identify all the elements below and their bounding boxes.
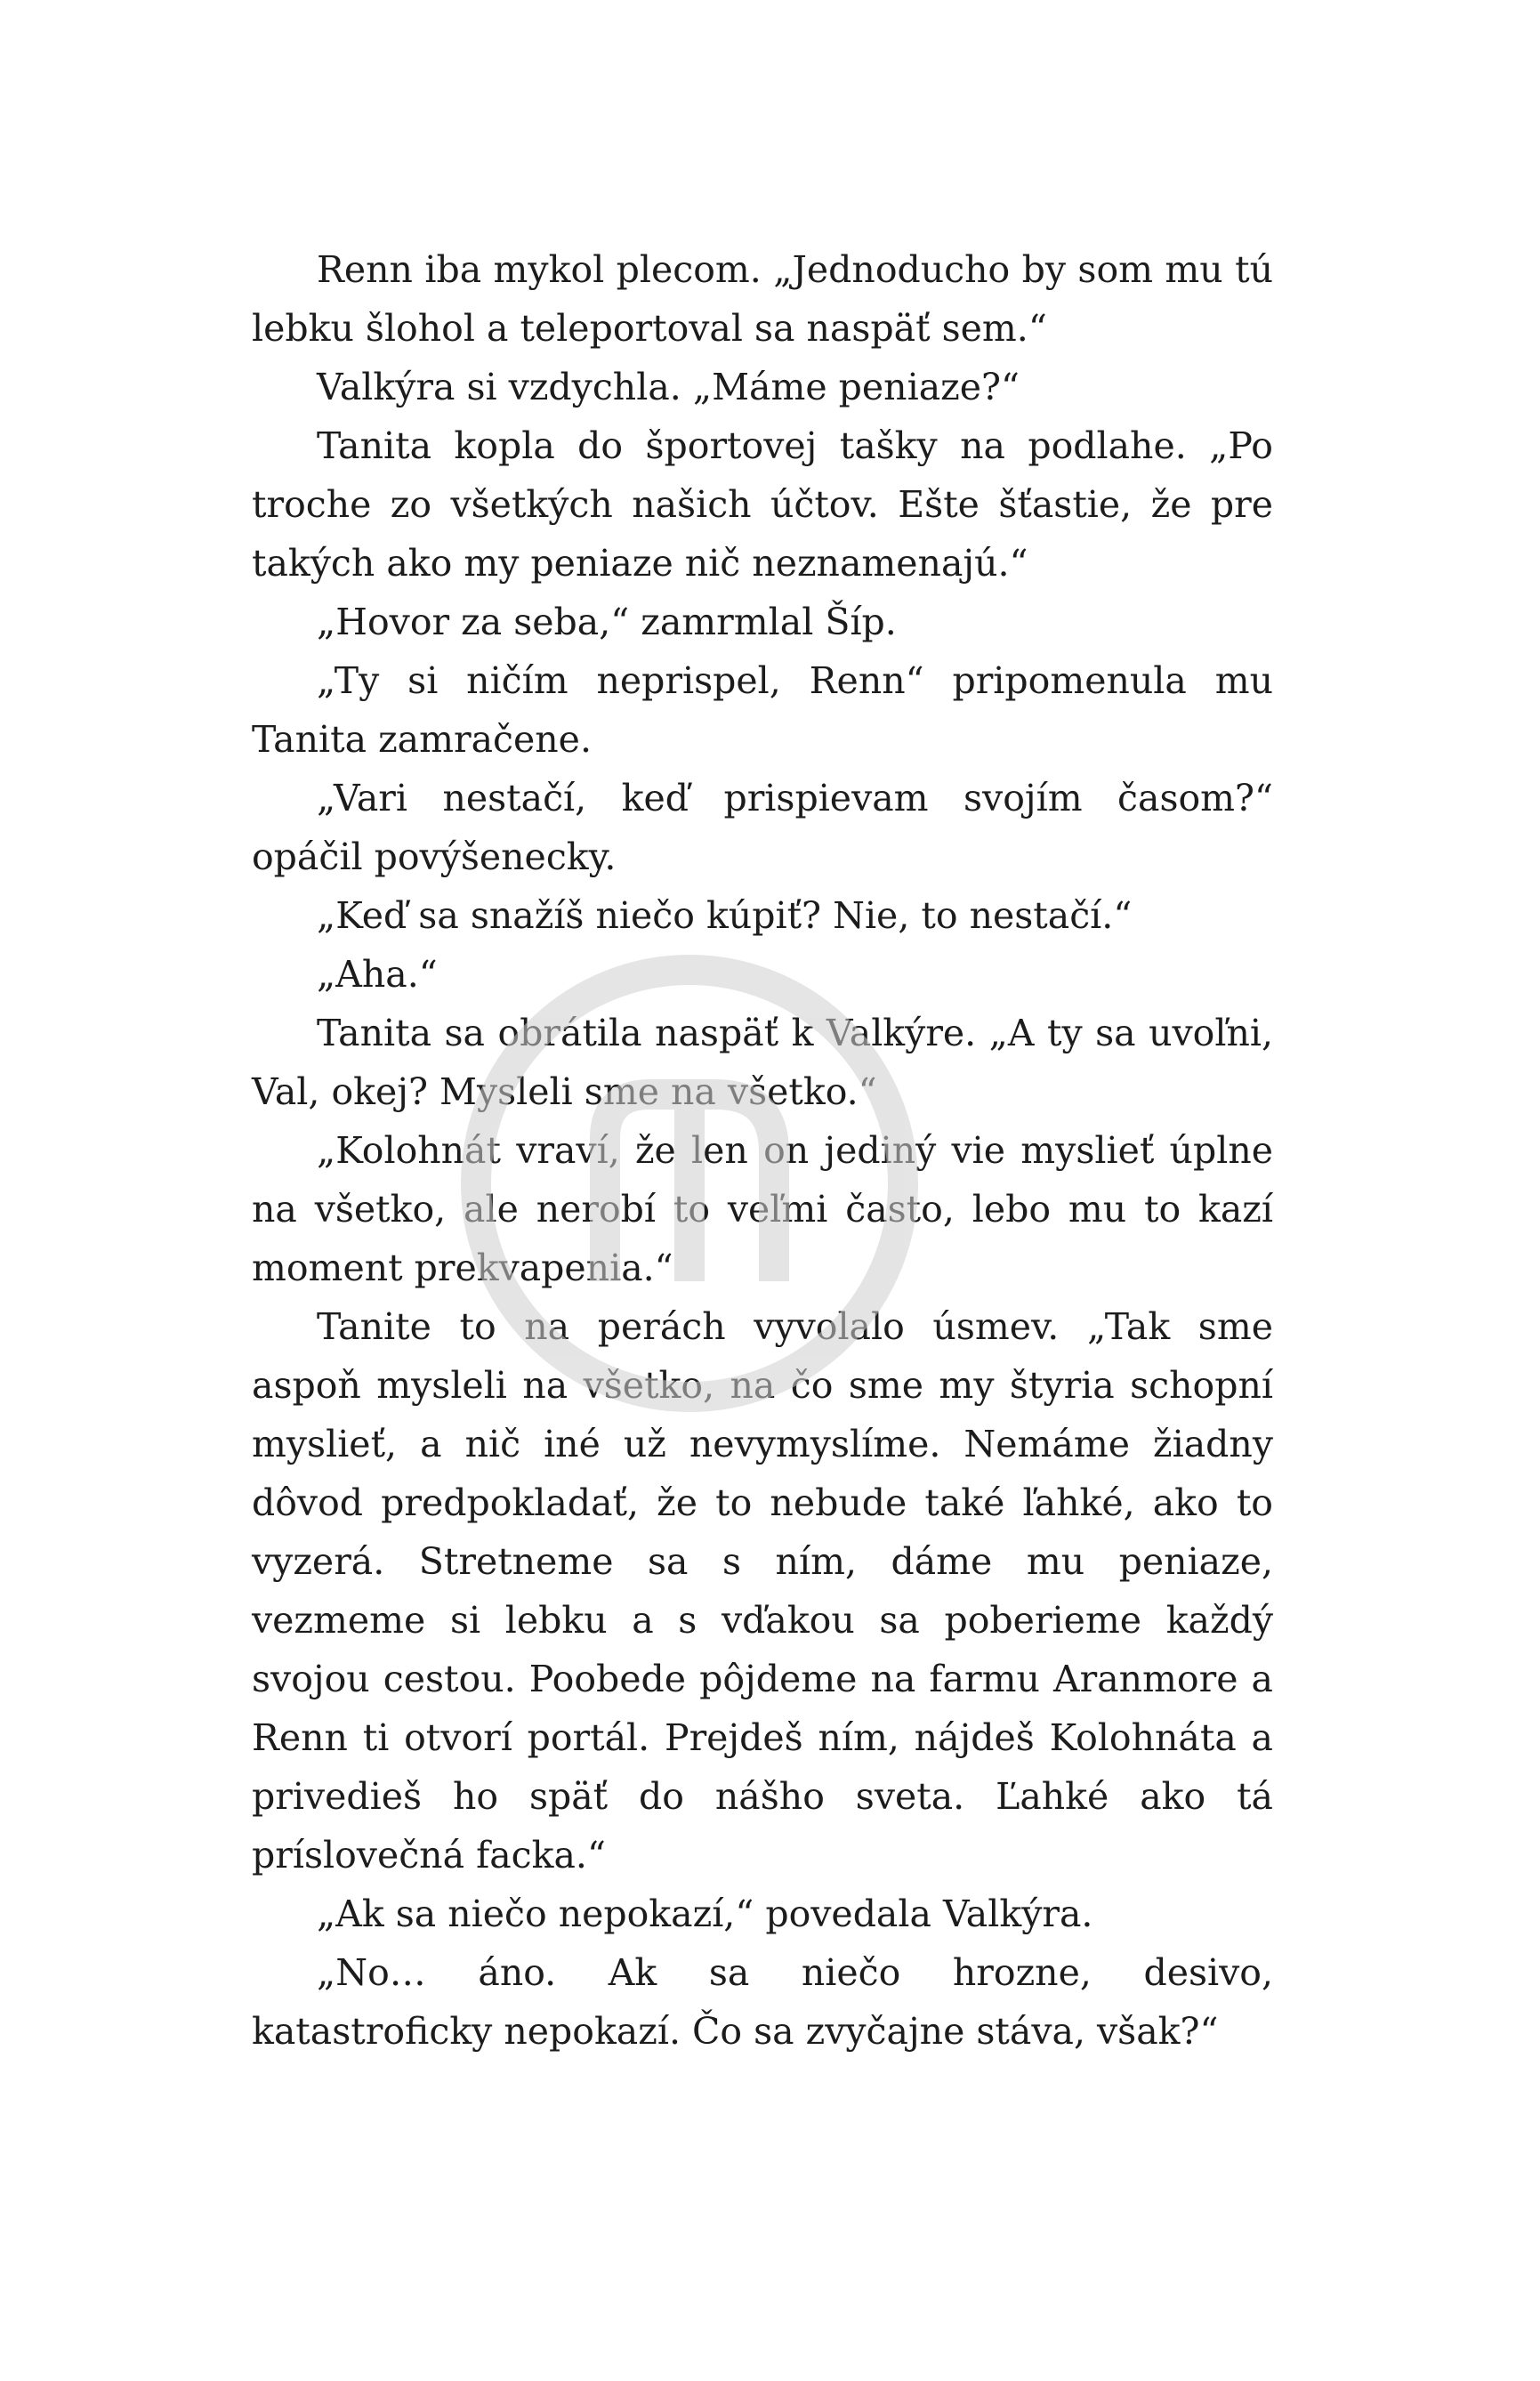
- paragraph-5: „Ty si ničím neprispel, Renn“ pripomenula mu Tanita zamračene.: [252, 659, 1273, 761]
- paragraph-2: Valkýra si vzdychla. „Máme peniaze?“: [317, 366, 1020, 408]
- paragraph-7: „Keď sa snažíš niečo kúpiť? Nie, to nestačí.“: [317, 894, 1133, 937]
- paragraph-4: „Hovor za seba,“ zamrmlal Šíp.: [317, 601, 897, 643]
- paragraph-1: Renn iba mykol plecom. „Jednoducho by som mu tú lebku šlohol a teleportoval sa naspäť sem.“: [252, 248, 1273, 350]
- paragraph-11: Tanite to na perách vyvolalo úsmev. „Tak sme aspoň mysleli na všetko, na čo sme my štyria schopní myslieť, a nič iné už nevymyslíme. Nemáme žiadny dôvod predpokladať, že to nebude také ľahké, ako to vyzerá. Stretneme sa s ním, dáme mu peniaze, vezmeme si lebku a s vďakou sa poberieme každý svojou cestou. Poobede pôjdeme na farmu Aranmore a Renn ti otvorí portál. Prejdeš ním, nájdeš Kolohnáta a privedieš ho späť do nášho sveta. Ľahké ako tá príslovečná facka.“: [252, 1305, 1273, 1877]
- paragraph-13: „No… áno. Ak sa niečo hrozne, desivo, katastroficky nepokazí. Čo sa zvyčajne stáva, však?“: [252, 1951, 1273, 2053]
- paragraph-6: „Vari nestačí, keď prispievam svojím časom?“ opáčil povýšenecky.: [252, 777, 1273, 878]
- paragraph-12: „Ak sa niečo nepokazí,“ povedala Valkýra.: [317, 1893, 1093, 1935]
- page-text: [252, 240, 1273, 2061]
- paragraph-10: „Kolohnát vraví, že len on jediný vie myslieť úplne na všetko, ale nerobí to veľmi často, lebo mu to kazí moment prekvapenia.“: [252, 1129, 1273, 1289]
- paragraph-3: Tanita kopla do športovej tašky na podlahe. „Po troche zo všetkých našich účtov. Ešte šťastie, že pre takých ako my peniaze nič neznamenajú.“: [252, 424, 1273, 585]
- paragraph-8: „Aha.“: [317, 953, 438, 996]
- paragraph-9: Tanita sa obrátila naspäť k Valkýre. „A ty sa uvoľni, Val, okej? Mysleli sme na všetko.“: [252, 1012, 1273, 1113]
